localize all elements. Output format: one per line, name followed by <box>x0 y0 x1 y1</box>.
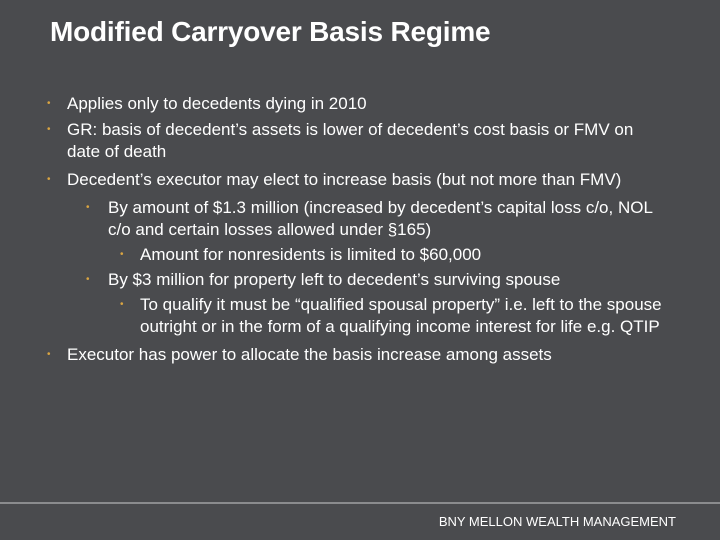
bullet-item <box>47 344 667 366</box>
bullet-text: Executor has power to allocate the basis increase among assets <box>67 345 552 364</box>
footer-divider <box>0 502 720 504</box>
sub-bullet-item <box>86 269 668 291</box>
bullet-list <box>0 93 720 366</box>
slide-title: Modified Carryover Basis Regime <box>50 16 491 47</box>
bullet-icon: • <box>47 98 51 109</box>
bullet-text: To qualify it must be “qualified spousal property” i.e. left to the spouse outright or in the form of a qualifying income interest for life e.g. QTIP <box>140 295 662 336</box>
bullet-item <box>47 169 667 191</box>
bullet-icon: • <box>47 124 51 135</box>
sub-bullet-item <box>86 197 668 241</box>
bullet-text: By amount of $1.3 million (increased by decedent’s capital loss c/o, NOL c/o and certain losses allowed under §165) <box>108 198 653 239</box>
footer-brand: BNY MELLON WEALTH MANAGEMENT <box>438 514 676 529</box>
bullet-icon: • <box>86 274 90 285</box>
bullet-icon: • <box>120 249 124 260</box>
bullet-text: Amount for nonresidents is limited to $60,000 <box>140 245 482 264</box>
bullet-text: By $3 million for property left to decedent’s surviving spouse <box>108 270 561 289</box>
bullet-icon: • <box>47 349 51 360</box>
bullet-text: GR: basis of decedent’s assets is lower of decedent’s cost basis or FMV on date of death <box>67 120 634 161</box>
bullet-item <box>47 119 667 163</box>
bullet-text: Applies only to decedents dying in 2010 <box>67 94 367 113</box>
sub-sub-bullet-item <box>120 244 665 266</box>
bullet-text: Decedent’s executor may elect to increase basis (but not more than FMV) <box>67 170 622 189</box>
sub-sub-bullet-item <box>120 294 665 338</box>
bullet-icon: • <box>120 299 124 310</box>
bullet-item <box>47 93 667 115</box>
bullet-icon: • <box>47 174 51 185</box>
bullet-icon: • <box>86 202 90 213</box>
